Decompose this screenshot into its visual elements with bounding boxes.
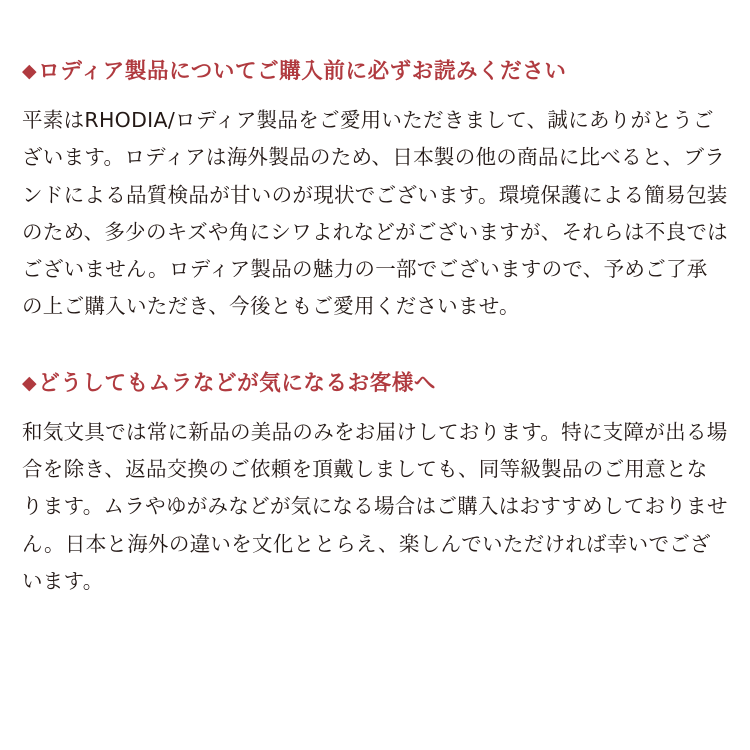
section-heading-unevenness (22, 370, 728, 398)
section-heading-unevenness-text: どうしてもムラなどが気になるお客様へ (38, 370, 437, 396)
section-divider-space (22, 326, 728, 370)
section-body-unevenness: 和気文具では常に新品の美品のみをお届けしております。特に支障が出る場合を除き、返品交換のご依頼を頂戴しましても、同等級製品のご用意となります。ムラやゆがみなどが気になる場合はご購入はおすすめしておりません。日本と海外の違いを文化ととらえ、楽しんでいただければ幸いでございます。 (22, 419, 728, 593)
section-heading-purchase-text: ロディア製品についてご購入前に必ずお読みください (38, 59, 567, 84)
section-body-purchase: 平素はRHODIA/ロディア製品をご愛用いただきまして、誠にありがとうございます。ロディアは海外製品のため、日本製の他の商品に比べると、ブランドによる品質検品が甘いのが現状でございます。環境保護による簡易包装のため、多少のキズや角にシワよれなどがございますが、それらは不良ではございません。ロディア製品の魅力の一部でございますので、予めご了承の上ご購入いただき、今後ともご愛用くださいませ。 (22, 107, 728, 319)
diamond-marker-icon: ◆ (22, 60, 38, 82)
notice-section-unevenness (22, 370, 728, 600)
section-heading-purchase (22, 58, 728, 86)
notice-section-purchase (22, 58, 728, 326)
diamond-marker-icon: ◆ (22, 371, 38, 394)
page-bottom-space (22, 600, 728, 750)
